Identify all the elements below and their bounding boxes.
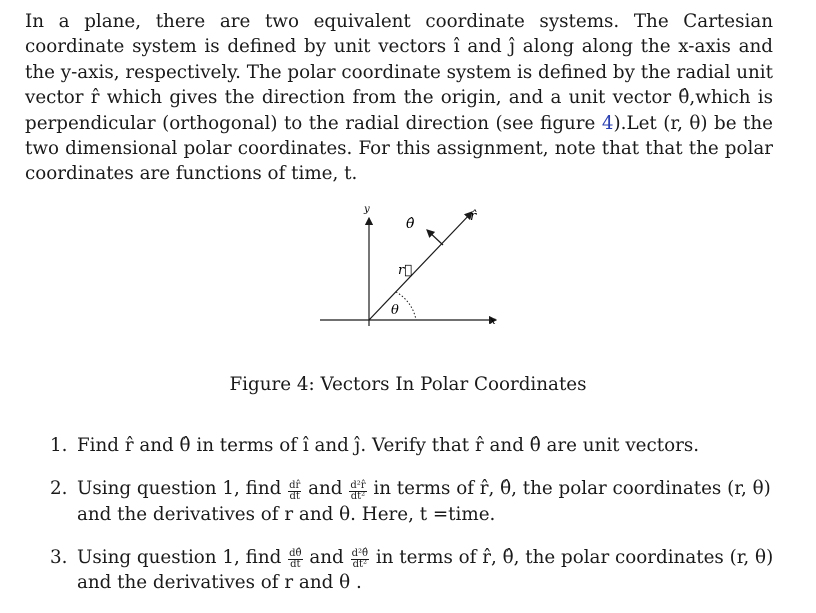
- fraction-denominator: dt²: [352, 559, 367, 570]
- r-vector-label: r⃗: [398, 263, 413, 278]
- derivative-fraction: [288, 481, 301, 502]
- derivative-fraction: [288, 549, 302, 570]
- question-text-mid: and: [309, 546, 344, 568]
- y-axis-label: y: [364, 204, 370, 215]
- polar-coordinates-figure: [300, 196, 520, 338]
- angle-arc: [396, 292, 416, 320]
- polar-diagram: [300, 196, 520, 338]
- question-number: 3.: [50, 546, 68, 568]
- fraction-numerator: dr̂: [289, 479, 301, 491]
- question-item: [50, 545, 778, 596]
- question-item: [50, 476, 778, 527]
- fraction-numerator: d²r̂: [350, 479, 366, 491]
- question-list: [50, 433, 778, 613]
- second-derivative-fraction: [349, 481, 366, 502]
- question-number: 1.: [50, 435, 68, 456]
- r-hat-label: r̂: [470, 209, 477, 224]
- question-text-pre: Using question 1, find: [77, 546, 282, 568]
- second-derivative-fraction: [351, 549, 369, 570]
- radial-vector: [369, 212, 472, 320]
- figure-caption: Figure 4: Vectors In Polar Coordinates: [229, 374, 587, 395]
- intro-text-start: In a plane, there are two equivalent coordinate systems. The Cartesian coordinate system is defined by unit vectors î and ĵ along along the x-axis and the y-axis, respectively. The polar coordinate system is defined by the radial unit vector r̂ which gives the direction from the origin, and a unit vector θ̂,which is perpendicular (orthogonal) to the radial direction (see figure: [25, 11, 773, 134]
- theta-hat-vector: [427, 230, 443, 245]
- intro-text-end: ).Let (r, θ) be the two dimensional polar coordinates. For this assignment, note that that the polar coordinates are functions of time, t.: [25, 112, 773, 185]
- question-text-pre: Using question 1, find: [77, 478, 282, 499]
- question-text: Find r̂ and θ̂ in terms of î and ĵ. Verify that r̂ and θ̂ are unit vectors.: [77, 435, 700, 456]
- x-axis-label: x: [490, 316, 496, 327]
- theta-hat-label: θ̂: [406, 216, 415, 232]
- fraction-numerator: dθ̂: [289, 548, 302, 559]
- question-text-mid: and: [308, 478, 343, 499]
- fraction-denominator: dt: [290, 559, 301, 570]
- question-item: [50, 433, 778, 458]
- figure-reference-link[interactable]: 4: [601, 112, 614, 134]
- fraction-numerator: d²θ̂: [351, 548, 368, 559]
- question-text-post: in terms of r̂, θ̂, the polar coordinates (r, θ) and the derivatives of r and θ. Here, t =time.: [77, 478, 771, 525]
- theta-angle-label: θ: [391, 303, 399, 318]
- question-text-post: in terms of r̂, θ̂, the polar coordinates (r, θ) and the derivatives of r and θ .: [77, 546, 774, 593]
- question-number: 2.: [50, 478, 68, 499]
- fraction-denominator: dt: [289, 490, 300, 502]
- fraction-denominator: dt²: [350, 490, 366, 502]
- intro-paragraph: [25, 9, 773, 187]
